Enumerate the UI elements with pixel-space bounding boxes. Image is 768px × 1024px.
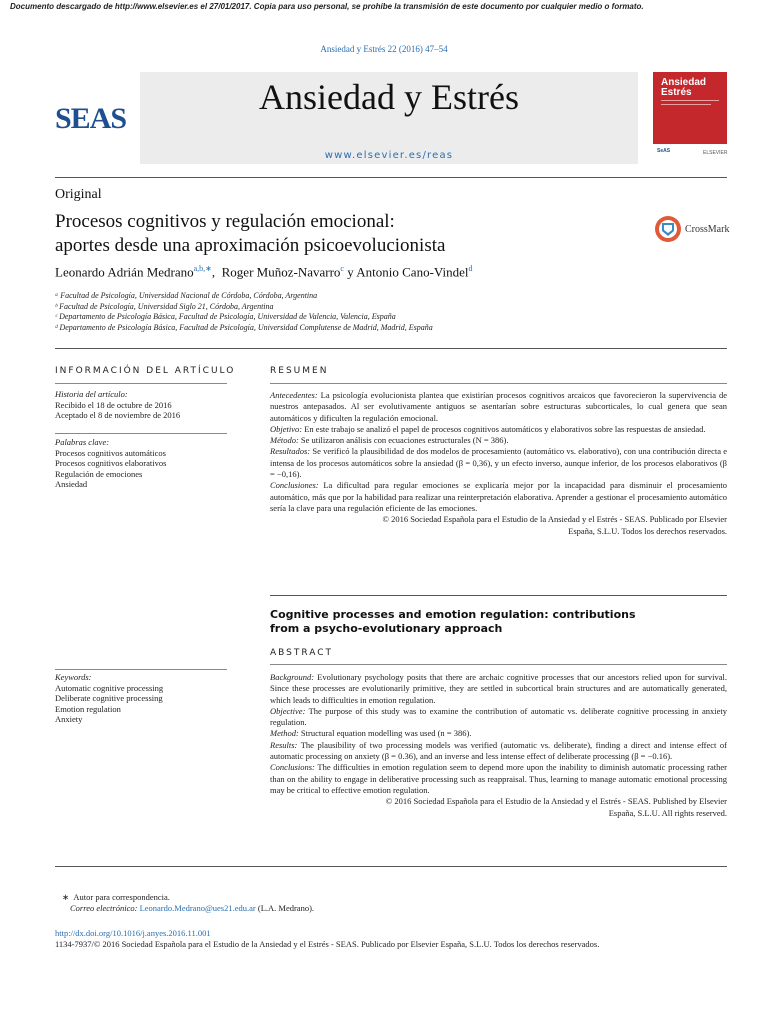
journal-cover-image [653, 72, 727, 164]
abstract-section-label: Results: [270, 739, 298, 750]
author-affiliation-marker[interactable]: c [340, 264, 344, 273]
english-section-divider [270, 595, 727, 596]
abstract-conclusions [270, 762, 727, 796]
keywords-label: Keywords: [55, 672, 92, 682]
keywords-es [55, 437, 227, 490]
resumen-section-text: En este trabajo se analizó el papel de procesos cognitivos automáticos y elaborativos sobre las respuestas de ansiedad. [302, 423, 706, 434]
article-history [55, 389, 227, 421]
cover-decoration-line [661, 104, 711, 105]
resumen-divider [270, 383, 727, 384]
article-title-line-2: aportes desde una aproximación psicoevolucionista [55, 235, 446, 256]
resumen-copyright-1: © 2016 Sociedad Española para el Estudio de la Ansiedad y el Estrés - SEAS. Publicado por Elsevier [382, 514, 727, 525]
affiliation-item: ᵃ Facultad de Psicología, Universidad Nacional de Córdoba, Córdoba, Argentina [55, 291, 318, 300]
keyword-item: Regulación de emociones [55, 468, 143, 479]
english-title-line-1: Cognitive processes and emotion regulation: contributions [270, 608, 636, 621]
author-affiliation-marker[interactable]: a,b,∗ [193, 264, 212, 273]
resumen-section-label: Resultados: [270, 446, 311, 457]
history-accepted: Aceptado el 8 de noviembre de 2016 [55, 410, 181, 420]
correspondence-footnote [62, 892, 722, 914]
resumen-heading: RESUMEN [270, 366, 329, 376]
author-name: Roger Muñoz-Navarro [221, 264, 341, 280]
keyword-item: Ansiedad [55, 479, 88, 489]
history-received: Recibido el 18 de octubre de 2016 [55, 399, 172, 410]
abstract-section-text: Structural equation modelling was used (n = 386). [298, 728, 472, 739]
article-title-line-1: Procesos cognitivos y regulación emocional: [55, 211, 395, 232]
info-divider [55, 383, 227, 384]
abstract-section-label: Objective: [270, 705, 306, 716]
author-name: Leonardo Adrián Medrano [55, 264, 194, 280]
author-name: Antonio Cano-Vindel [356, 264, 469, 280]
email-line [62, 903, 722, 914]
author-email-link[interactable]: Leonardo.Medrano@ues21.edu.ar [139, 903, 256, 913]
abstract-body [270, 672, 727, 819]
crossmark-label[interactable]: CrossMark [685, 224, 730, 235]
keyword-item: Deliberate cognitive processing [55, 693, 163, 703]
resumen-section-text: Se verificó la plausibilidad de dos modelos de procesamiento (automático vs. elaborativo), con una contribución directa e intensa de los procesos automáticos sobre la ansiedad (β = 0,36), y un efecto inverso, aunque inferior, de los procesos elaborativos (β = −0,16). [270, 446, 727, 480]
resumen-section-label: Antecedentes: [270, 390, 318, 400]
keywords-label: Palabras clave: [55, 437, 110, 447]
abstract-copyright-2: España, S.L.U. All rights reserved. [608, 807, 727, 818]
footer-divider [55, 866, 727, 867]
journal-url-link[interactable]: www.elsevier.es/reas [324, 150, 454, 161]
cover-decoration-line [661, 100, 719, 101]
cover-publisher-logo: ELSEVIER [703, 150, 728, 156]
resumen-section-label: Conclusiones: [270, 480, 319, 491]
article-type: Original [55, 187, 102, 202]
resumen-metodo [270, 435, 727, 446]
keywords-en-divider [55, 669, 227, 670]
affiliation-item: ᵇ Facultad de Psicología, Universidad Siglo 21, Córdoba, Argentina [55, 301, 274, 311]
abstract-objective [270, 706, 727, 729]
history-label: Historia del artículo: [55, 389, 128, 399]
doi-link[interactable]: http://dx.doi.org/10.1016/j.anyes.2016.11.001 [55, 928, 211, 938]
abstract-results [270, 740, 727, 763]
resumen-section-label: Objetivo: [270, 423, 303, 434]
article-info-heading: INFORMACIÓN DEL ARTÍCULO [55, 366, 236, 376]
keyword-item: Emotion regulation [55, 703, 121, 714]
cover-title: Ansiedad Estrés [661, 77, 707, 98]
resumen-copyright-2: España, S.L.U. Todos los derechos reservados. [568, 525, 727, 536]
resumen-section-label: Método: [270, 435, 299, 446]
resumen-body [270, 390, 727, 537]
resumen-antecedentes [270, 390, 727, 424]
footnote-star: ∗ [62, 892, 70, 902]
affiliation-item: ᶜ Departamento de Psicología Básica, Facultad de Psicología, Universidad de Valencia, Valencia, España [55, 312, 396, 321]
resumen-resultados [270, 446, 727, 480]
abstract-background [270, 672, 727, 706]
article-title [55, 210, 615, 258]
keywords-en [55, 672, 227, 725]
resumen-objetivo [270, 424, 727, 435]
abstract-section-text: The purpose of this study was to examine the contribution of automatic vs. deliberate cognitive processing in anxiety regulation. [270, 705, 727, 728]
resumen-section-text: Se utilizaron análisis con ecuaciones estructurales (N = 386). [298, 435, 509, 446]
download-notice: Documento descargado de http://www.elsevier.es el 27/01/2017. Copia para uso personal, se prohíbe la transmisión de este documento por cualquier medio o formato. [10, 2, 644, 11]
keyword-item: Anxiety [55, 714, 83, 724]
author-list: Leonardo Adrián Medrano$^{a,b,∗}$, Roger Muñoz-Navarro$^c$ y Antonio Cano-Vindel$^d$ [55, 264, 473, 280]
resumen-section-text: La psicología evolucionista plantea que existirían procesos cognitivos arcaicos que favorecieron la supervivencia de nuestros antepasados. Al ser evolutivamente antiguos se asentarían sobre estructuras subcorticales, lo cual genera que sean automáticos y dificulten la regulación emocional. [270, 390, 727, 423]
section-divider [55, 348, 727, 349]
abstract-section-text: The plausibility of two processing models was verified (automatic vs. deliberate), finding a direct and intense effect of automatic processing on anxiety (β = 0.36), and an inverse and less intense effect of deliberate processing (β = −0.16). [270, 739, 727, 762]
abstract-heading: ABSTRACT [270, 648, 334, 658]
correspondence-line [62, 892, 722, 903]
abstract-section-text: Evolutionary psychology posits that there are archaic cognitive processes that our ancestors relied upon for survival. Since these processes are evolutionarily primitive, they are settled in subcortical brain structures and are automatically generated, which leads to difficulties in emotion regulation. [270, 672, 727, 705]
email-suffix: (L.A. Medrano). [255, 903, 315, 913]
keywords-divider [55, 433, 227, 434]
keyword-item: Automatic cognitive processing [55, 682, 164, 693]
resumen-conclusiones [270, 480, 727, 514]
abstract-section-text: The difficulties in emotion regulation seem to depend more upon the inability to diminish automatic processing rather than on the ability to engage in deliberative processing such as reappraisal. Thus, learning to manage automatic emotional processing may be critical to effective emotion regulation. [270, 762, 727, 795]
seas-logo-text: SEAS [55, 102, 127, 135]
abstract-section-label: Background: [270, 672, 315, 682]
author-conjunction: y [347, 264, 354, 280]
cover-seas-logo: SeAS [657, 148, 671, 154]
keyword-item: Procesos cognitivos automáticos [55, 447, 166, 458]
resumen-section-text: La dificultad para regular emociones se explicaría mejor por la incapacidad para disminuir el procesamiento automático, más que por la habilidad para realizar una reinterpretación elaborativa. Aprender a gestionar el procesamiento automático sería la clave para una regulación eficiente de las emociones. [270, 480, 727, 513]
english-title [270, 608, 727, 636]
copyright-line: 1134-7937/© 2016 Sociedad Española para el Estudio de la Ansiedad y el Estrés - SEAS. Publicado por Elsevier España, S.L.U. Todos los derechos reservados. [55, 939, 600, 949]
correspondence-text: Autor para correspondencia. [73, 892, 170, 902]
journal-reference-link[interactable]: Ansiedad y Estrés 22 (2016) 47–54 [320, 44, 448, 54]
affiliation-item: ᵈ Departamento de Psicología Básica, Facultad de Psicología, Universidad Complutense de Madrid, Madrid, España [55, 322, 433, 332]
seas-logo [55, 102, 126, 136]
abstract-method [270, 728, 727, 739]
english-title-line-2: from a psycho-evolutionary approach [270, 622, 503, 635]
abstract-copyright-1: © 2016 Sociedad Española para el Estudio de la Ansiedad y el Estrés - SEAS. Published by Elsevier [385, 796, 727, 807]
abstract-section-label: Method: [270, 728, 299, 739]
keyword-item: Procesos cognitivos elaborativos [55, 458, 167, 468]
author-affiliation-marker[interactable]: d [468, 264, 473, 273]
journal-name: Ansiedad y Estrés [259, 77, 519, 117]
header-divider [55, 177, 727, 178]
abstract-section-label: Conclusions: [270, 762, 315, 773]
affiliations [55, 291, 735, 333]
abstract-divider [270, 664, 727, 665]
email-label: Correo electrónico: [70, 903, 138, 913]
